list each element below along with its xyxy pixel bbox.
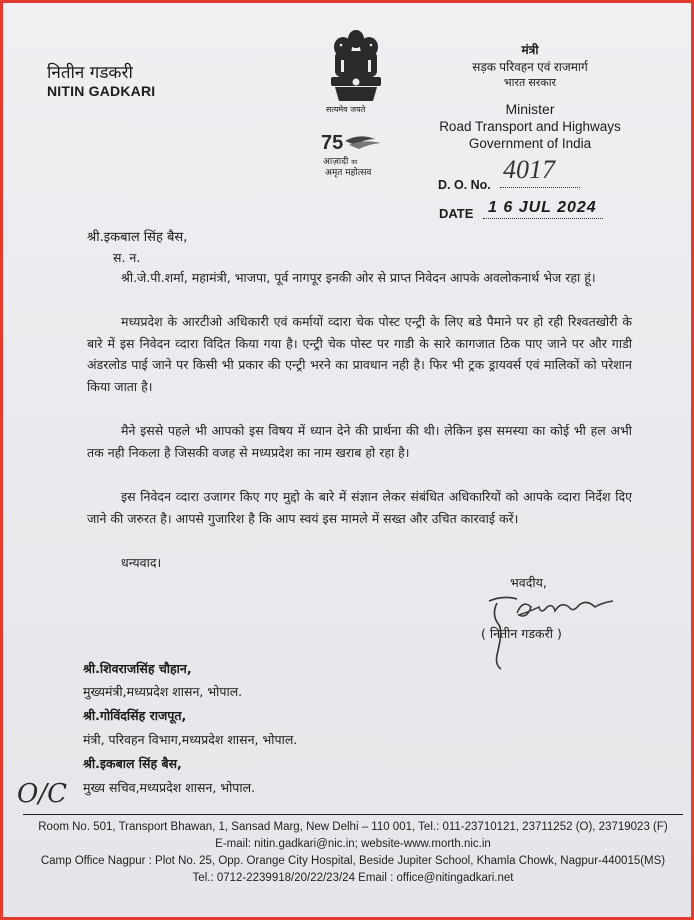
- azadi-word: आज़ादी: [323, 157, 349, 167]
- azadi-ka: का: [351, 159, 358, 166]
- paragraph-1: [87, 267, 632, 289]
- paragraph-4: [87, 486, 632, 529]
- paragraph-1-text: श्री.जे.पी.शर्मा, महामंत्री, भाजपा, पूर्व नागपूर इनकी ओर से प्राप्त निवेदन आपके अवलोकनार्थ भेज रहा हूं।: [121, 270, 596, 285]
- designation-english: Minister: [505, 101, 555, 117]
- valediction: भवदीय,: [510, 575, 547, 590]
- paragraph-2-text: मध्यप्रदेश के आरटीओ अधिकारी एवं कर्मायों व्दारा चेक पोस्ट एन्ट्री के लिए बडे पैमाने पर हो रही रिश्वतखोरी के बारे में इस निवेदन व्दारा विदित किया गया है। एन्ट्री चेक पोस्ट पर गाडी के सारे कागजात ठिक पाए जाने पर और गाडी अंडरलोड पाई जाने पर किसी भी प्रकार की एन्ट्री भरने का प्रावधान नही है। फिर भी ट्रक ड्रायवर्स एवं मालिकों को परेशान किया जाता है।: [87, 314, 632, 394]
- date-dotted-line: [483, 218, 603, 219]
- dono-label: D. O. No.: [438, 178, 491, 192]
- copy-recipient-2-designation: मंत्री, परिवहन विभाग,मध्यप्रदेश शासन, भोपाल.: [83, 732, 298, 747]
- government-english: Government of India: [468, 136, 592, 151]
- addressee: श्री.इकबाल सिंह बैस,: [87, 230, 188, 245]
- date-stamp: 1 6 JUL 2024: [488, 199, 597, 216]
- dono-dotted-line: [500, 187, 580, 188]
- closing-thanks: धन्यवाद।: [121, 555, 162, 570]
- ministry-hindi: सड़क परिवहन एवं राजमार्ग: [472, 60, 588, 74]
- date-label: DATE: [439, 206, 474, 221]
- paragraph-2: [87, 311, 632, 397]
- footer-nagpur-contact: Tel.: 0712-2239918/20/22/23/24 Email : office@nitingadkari.net: [192, 872, 514, 884]
- copy-recipient-3-designation: मुख्य सचिव,मध्यप्रदेश शासन, भोपाल.: [83, 780, 256, 795]
- azadi-flag-icon: [319, 129, 399, 153]
- copy-recipient-1-designation: मुख्यमंत्री,मध्यप्रदेश शासन, भोपाल.: [83, 684, 243, 699]
- salutation: स. न.: [113, 250, 141, 265]
- azadi-number: 75: [321, 132, 344, 153]
- azadi-tagline: अमृत महोत्सव: [325, 168, 372, 178]
- dono-number: 4017: [503, 155, 555, 184]
- emblem-motto: सत्यमेव जयते: [326, 105, 366, 114]
- letter-page: [3, 3, 691, 917]
- paragraph-3-text: मैने इससे पहले भी आपको इस विषय में ध्यान देने की प्रार्थना की थी। लेकिन इस समस्या का कोई भी हल अभी तक नही निकला है जिसकी वजह से मध्यप्रदेश का नाम खराब हो रहा है।: [87, 423, 632, 460]
- signer-name: ( नितीन गडकरी ): [481, 626, 562, 641]
- ministry-english: Road Transport and Highways: [439, 119, 621, 134]
- government-hindi: भारत सरकार: [503, 77, 557, 89]
- footer-email-website: E-mail: nitin.gadkari@nic.in; website-www.morth.nic.in: [215, 838, 491, 850]
- copy-recipient-2-name: श्री.गोविंदसिंह राजपूत,: [83, 708, 187, 723]
- sender-name-hindi: नितीन गडकरी: [47, 63, 133, 83]
- handwritten-oc-note: O/C: [17, 779, 67, 809]
- designation-hindi: मंत्री: [521, 43, 539, 57]
- footer-divider: [23, 814, 683, 815]
- sender-name-english: NITIN GADKARI: [47, 83, 156, 99]
- copy-recipient-3-name: श्री.इकबाल सिंह बैस,: [83, 756, 182, 771]
- ministry-heading: [435, 41, 625, 151]
- azadi-ka-amrit-mahotsav-logo: [319, 129, 399, 177]
- paragraph-4-text: इस निवेदन व्दारा उजागर किए गए मुद्दो के बारे में संज्ञान लेकर संबंधित अधिकारियों को आपके व्दारा निर्देश दिए जाने की जरुरत है। आपसे गुजारिश है कि आप स्वयं इस मामले में सख्त और उचित कारवाई करें।: [87, 489, 632, 526]
- footer-delhi-address: Room No. 501, Transport Bhawan, 1, Sansad Marg, New Delhi – 110 001, Tel.: 011-23710121, 23711252 (O), 23719023 (F): [38, 821, 668, 833]
- footer-nagpur-address: Camp Office Nagpur : Plot No. 25, Opp. Orange City Hospital, Beside Jupiter School, Khamla Chowk, Nagpur-440015(MS): [40, 855, 666, 867]
- paragraph-3: [87, 420, 632, 463]
- copy-recipient-1-name: श्री.शिवराजसिंह चौहान,: [83, 661, 192, 676]
